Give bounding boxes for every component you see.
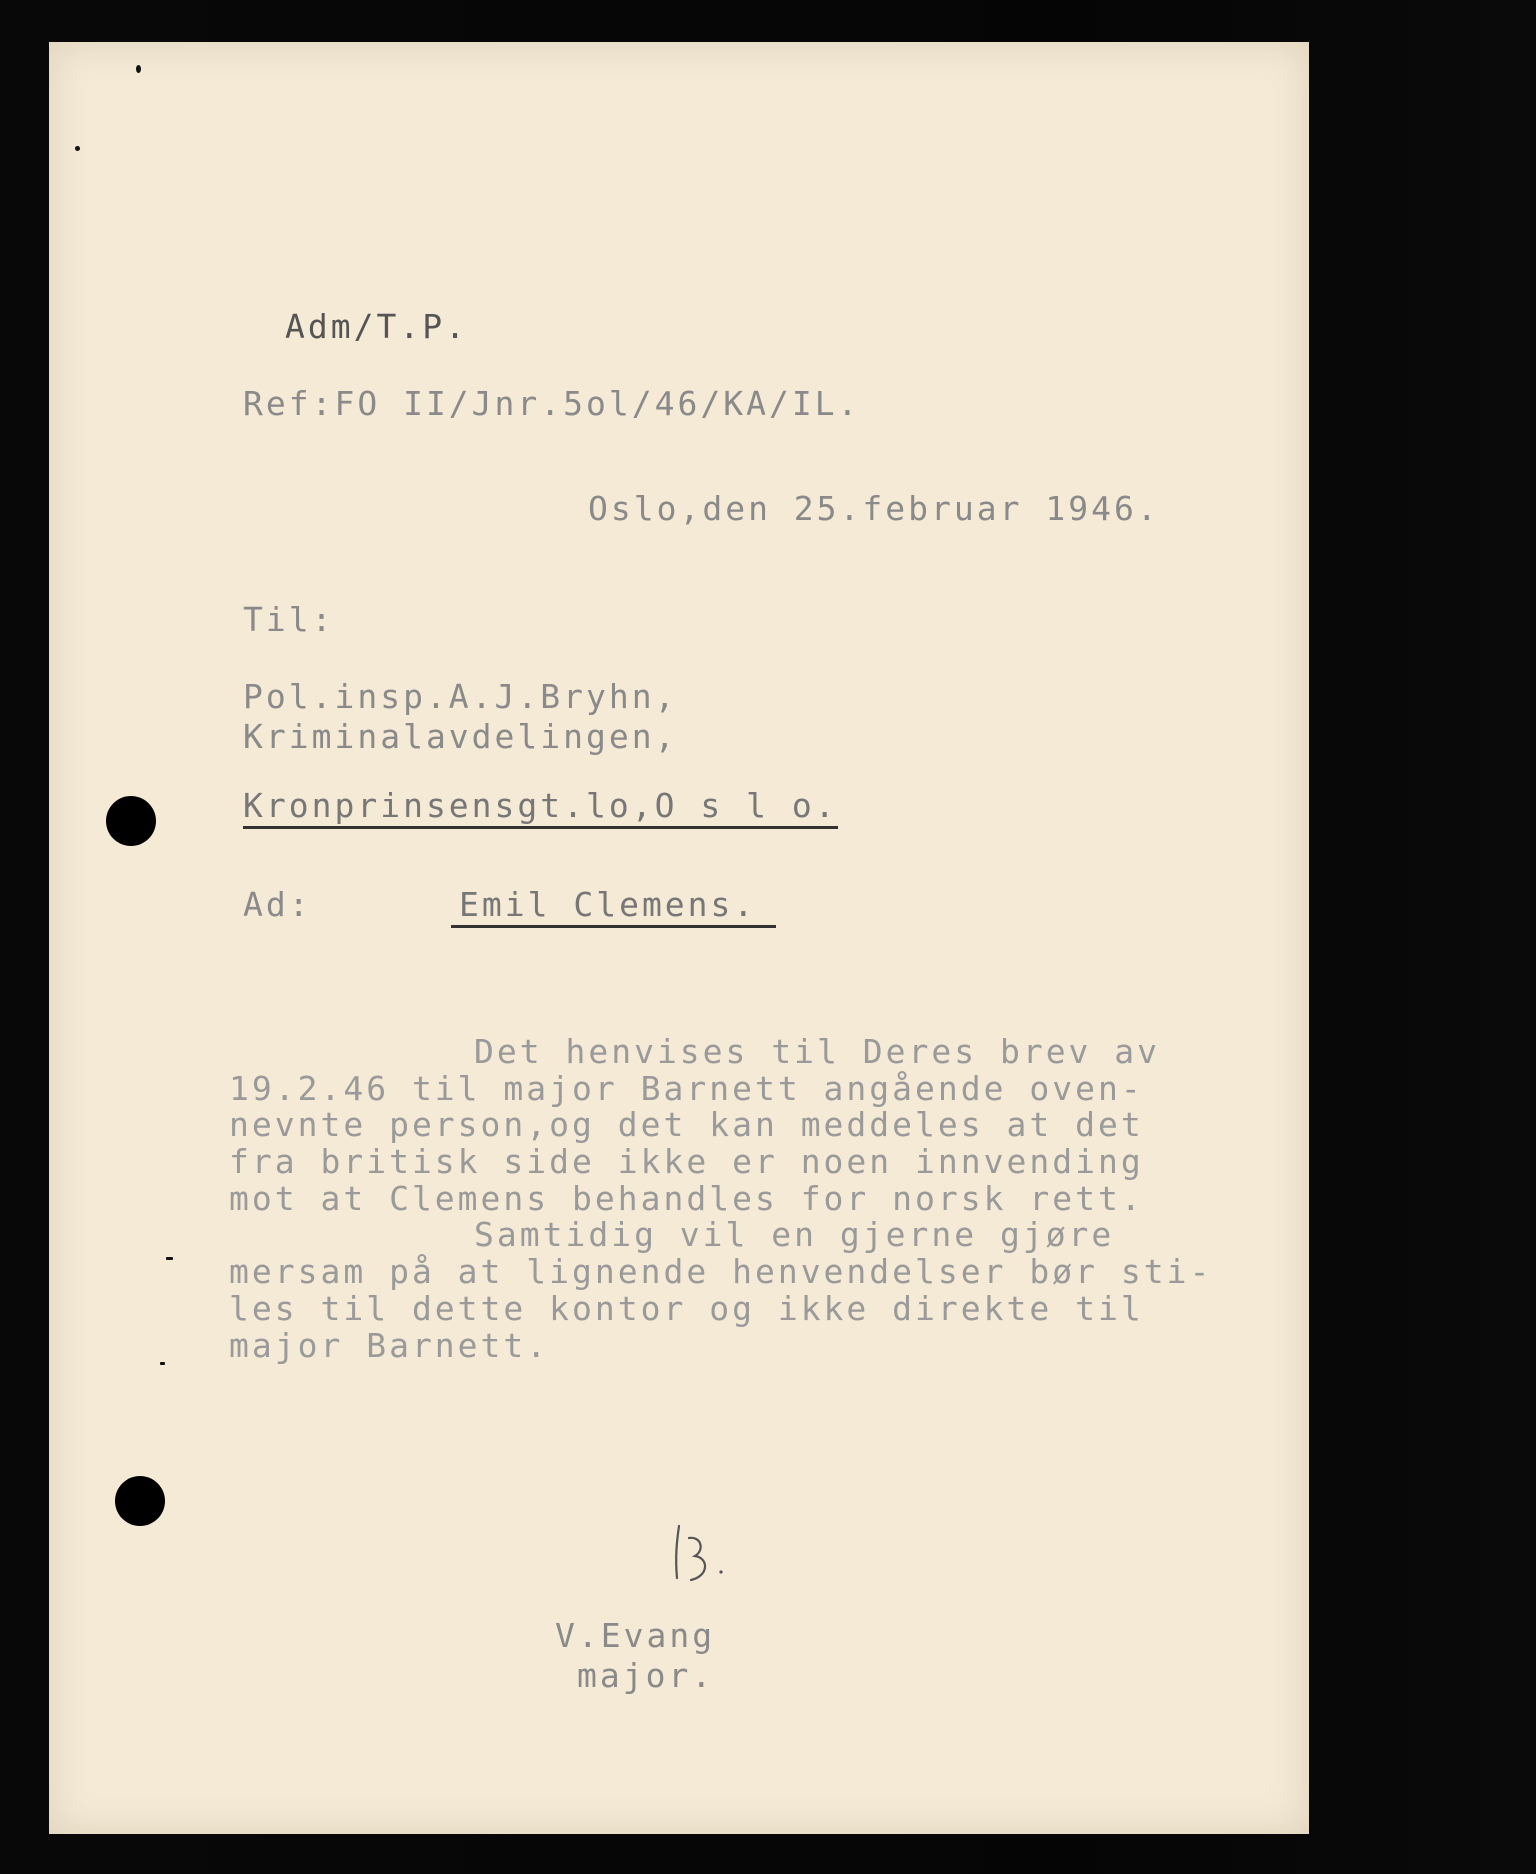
ink-speck: [75, 146, 80, 151]
body-line: nevnte person,og det kan meddeles at det: [229, 1105, 1144, 1144]
header-ref: Adm/T.P.: [285, 307, 468, 346]
punch-hole-bottom: [115, 1476, 165, 1526]
body-line: major Barnett.: [229, 1326, 550, 1365]
reference-number: Ref:FO II/Jnr.5ol/46/KA/IL.: [243, 384, 861, 423]
body-line: 19.2.46 til major Barnett angående oven-: [229, 1069, 1144, 1108]
ink-speck: [166, 1257, 173, 1260]
signature-name: V.Evang: [555, 1616, 716, 1655]
recipient-line-1: Pol.insp.A.J.Bryhn,: [243, 677, 678, 716]
body-line: les til dette kontor og ikke direkte til: [229, 1289, 1144, 1328]
body-line: fra britisk side ikke er noen innvending: [229, 1142, 1144, 1181]
body-line: Samtidig vil en gjerne gjøre: [474, 1215, 1115, 1254]
handwritten-initials: [661, 1520, 731, 1590]
recipient-line-2: Kriminalavdelingen,: [243, 717, 678, 756]
signature-title: major.: [577, 1656, 715, 1695]
subject-label: Ad:: [243, 885, 312, 924]
body-line: mot at Clemens behandles for norsk rett.: [229, 1179, 1144, 1218]
letter-page: [49, 42, 1309, 1834]
body-line: Det henvises til Deres brev av: [474, 1032, 1161, 1071]
body-line: mersam på at lignende henvendelser bør sti-: [229, 1252, 1213, 1291]
punch-hole-top: [106, 796, 156, 846]
ink-speck: [160, 1362, 165, 1365]
date-line: Oslo,den 25.februar 1946.: [588, 489, 1160, 528]
ink-speck: [136, 65, 141, 73]
subject-name: Emil Clemens.: [451, 888, 776, 928]
recipient-address: Kronprinsensgt.lo,O s l o.: [243, 789, 838, 829]
to-label: Til:: [243, 600, 335, 639]
